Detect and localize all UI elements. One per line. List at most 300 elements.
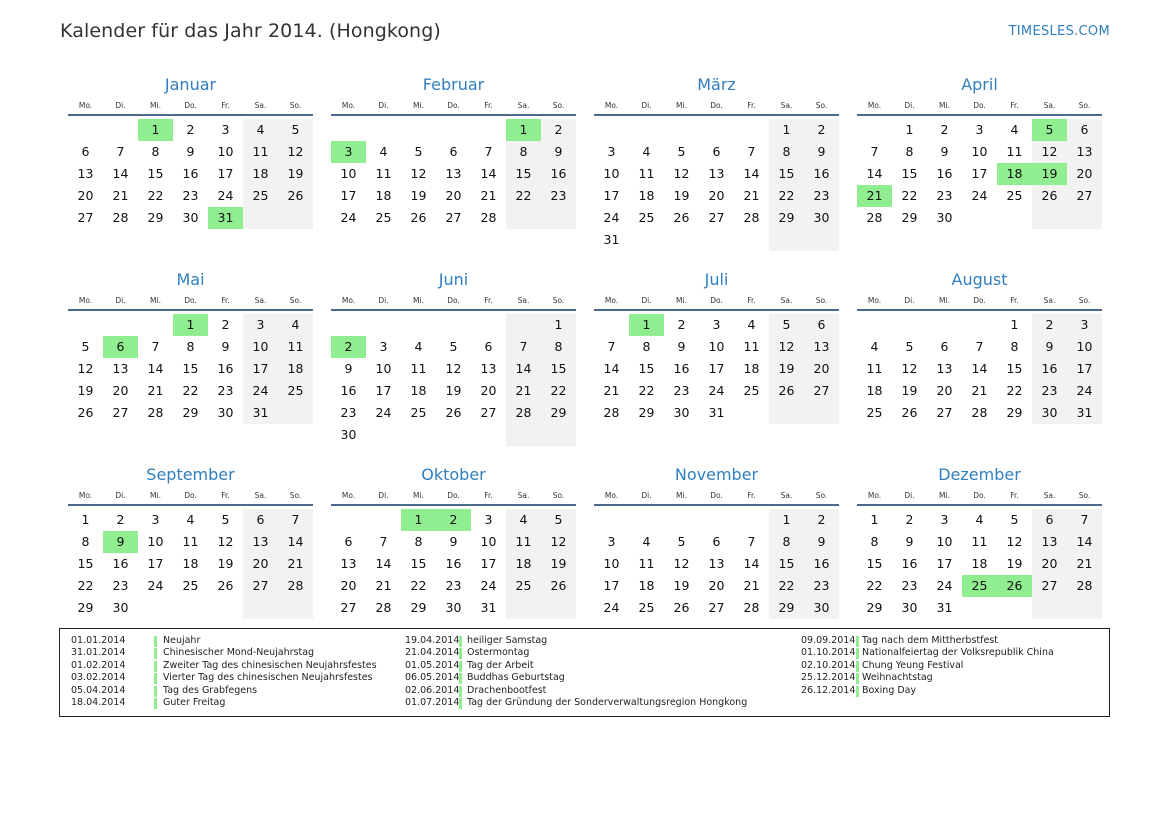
- holiday-day-cell[interactable]: 6: [103, 336, 138, 358]
- day-cell[interactable]: 13: [804, 336, 839, 358]
- day-cell[interactable]: 9: [186, 144, 195, 159]
- day-cell[interactable]: 20: [480, 383, 497, 398]
- day-cell[interactable]: 10: [603, 556, 620, 571]
- day-cell[interactable]: 16: [1032, 358, 1067, 380]
- day-cell[interactable]: 28: [603, 405, 620, 420]
- day-cell[interactable]: 28: [375, 600, 392, 615]
- day-cell[interactable]: 25: [743, 383, 760, 398]
- day-cell[interactable]: 16: [182, 166, 199, 181]
- day-cell[interactable]: 19: [278, 163, 313, 185]
- day-cell[interactable]: 8: [506, 141, 541, 163]
- day-cell[interactable]: 5: [221, 512, 230, 527]
- day-cell[interactable]: 18: [638, 578, 655, 593]
- day-cell[interactable]: 30: [804, 597, 839, 619]
- holiday-day-cell[interactable]: 1: [629, 314, 664, 336]
- day-cell[interactable]: 25: [866, 405, 883, 420]
- day-cell[interactable]: 11: [410, 361, 427, 376]
- day-cell[interactable]: 10: [375, 361, 392, 376]
- day-cell[interactable]: 25: [506, 575, 541, 597]
- day-cell[interactable]: 6: [243, 509, 278, 531]
- day-cell[interactable]: 23: [1032, 380, 1067, 402]
- day-cell[interactable]: 4: [278, 314, 313, 336]
- day-cell[interactable]: 20: [804, 358, 839, 380]
- day-cell[interactable]: 9: [677, 339, 686, 354]
- holiday-day-cell[interactable]: 31: [208, 207, 243, 229]
- day-cell[interactable]: 27: [708, 210, 725, 225]
- day-cell[interactable]: 28: [971, 405, 988, 420]
- day-cell[interactable]: 10: [603, 166, 620, 181]
- day-cell[interactable]: 9: [541, 141, 576, 163]
- day-cell[interactable]: 7: [1067, 509, 1102, 531]
- day-cell[interactable]: 2: [541, 119, 576, 141]
- day-cell[interactable]: 3: [484, 512, 493, 527]
- day-cell[interactable]: 12: [410, 166, 427, 181]
- day-cell[interactable]: 16: [541, 163, 576, 185]
- day-cell[interactable]: 26: [1032, 185, 1067, 207]
- holiday-day-cell[interactable]: 25: [962, 575, 997, 597]
- day-cell[interactable]: 10: [217, 144, 234, 159]
- day-cell[interactable]: 16: [804, 553, 839, 575]
- day-cell[interactable]: 19: [769, 358, 804, 380]
- day-cell[interactable]: 7: [506, 336, 541, 358]
- day-cell[interactable]: 24: [480, 578, 497, 593]
- day-cell[interactable]: 3: [975, 122, 984, 137]
- day-cell[interactable]: 6: [940, 339, 949, 354]
- day-cell[interactable]: 30: [445, 600, 462, 615]
- day-cell[interactable]: 23: [112, 578, 129, 593]
- day-cell[interactable]: 13: [708, 166, 725, 181]
- day-cell[interactable]: 19: [1006, 556, 1023, 571]
- day-cell[interactable]: 27: [445, 210, 462, 225]
- day-cell[interactable]: 30: [340, 427, 357, 442]
- day-cell[interactable]: 27: [112, 405, 129, 420]
- day-cell[interactable]: 5: [677, 534, 686, 549]
- day-cell[interactable]: 12: [278, 141, 313, 163]
- day-cell[interactable]: 23: [804, 185, 839, 207]
- day-cell[interactable]: 8: [769, 141, 804, 163]
- day-cell[interactable]: 2: [905, 512, 914, 527]
- day-cell[interactable]: 2: [1032, 314, 1067, 336]
- day-cell[interactable]: 16: [673, 361, 690, 376]
- day-cell[interactable]: 30: [182, 210, 199, 225]
- day-cell[interactable]: 20: [936, 383, 953, 398]
- day-cell[interactable]: 27: [77, 210, 94, 225]
- day-cell[interactable]: 25: [278, 380, 313, 402]
- day-cell[interactable]: 11: [971, 534, 988, 549]
- day-cell[interactable]: 25: [1006, 188, 1023, 203]
- day-cell[interactable]: 22: [147, 188, 164, 203]
- day-cell[interactable]: 1: [870, 512, 879, 527]
- day-cell[interactable]: 14: [375, 556, 392, 571]
- day-cell[interactable]: 7: [116, 144, 125, 159]
- holiday-day-cell[interactable]: 2: [436, 509, 471, 531]
- holiday-day-cell[interactable]: 1: [138, 119, 173, 141]
- day-cell[interactable]: 6: [449, 144, 458, 159]
- day-cell[interactable]: 27: [480, 405, 497, 420]
- day-cell[interactable]: 6: [712, 534, 721, 549]
- day-cell[interactable]: 22: [901, 188, 918, 203]
- day-cell[interactable]: 31: [480, 600, 497, 615]
- day-cell[interactable]: 23: [673, 383, 690, 398]
- day-cell[interactable]: 24: [971, 188, 988, 203]
- day-cell[interactable]: 2: [804, 509, 839, 531]
- day-cell[interactable]: 7: [747, 144, 756, 159]
- day-cell[interactable]: 20: [243, 553, 278, 575]
- day-cell[interactable]: 23: [340, 405, 357, 420]
- day-cell[interactable]: 3: [151, 512, 160, 527]
- day-cell[interactable]: 21: [603, 383, 620, 398]
- day-cell[interactable]: 18: [638, 188, 655, 203]
- day-cell[interactable]: 17: [147, 556, 164, 571]
- day-cell[interactable]: 4: [414, 339, 423, 354]
- day-cell[interactable]: 24: [340, 210, 357, 225]
- day-cell[interactable]: 17: [340, 188, 357, 203]
- day-cell[interactable]: 26: [901, 405, 918, 420]
- day-cell[interactable]: 17: [480, 556, 497, 571]
- day-cell[interactable]: 15: [866, 556, 883, 571]
- day-cell[interactable]: 12: [673, 556, 690, 571]
- day-cell[interactable]: 14: [971, 361, 988, 376]
- day-cell[interactable]: 12: [673, 166, 690, 181]
- day-cell[interactable]: 12: [445, 361, 462, 376]
- day-cell[interactable]: 26: [77, 405, 94, 420]
- day-cell[interactable]: 16: [112, 556, 129, 571]
- day-cell[interactable]: 7: [484, 144, 493, 159]
- day-cell[interactable]: 6: [344, 534, 353, 549]
- day-cell[interactable]: 17: [971, 166, 988, 181]
- day-cell[interactable]: 11: [182, 534, 199, 549]
- holiday-day-cell[interactable]: 5: [1032, 119, 1067, 141]
- day-cell[interactable]: 17: [1067, 358, 1102, 380]
- day-cell[interactable]: 8: [769, 531, 804, 553]
- day-cell[interactable]: 25: [410, 405, 427, 420]
- day-cell[interactable]: 10: [971, 144, 988, 159]
- day-cell[interactable]: 21: [278, 553, 313, 575]
- day-cell[interactable]: 9: [449, 534, 458, 549]
- day-cell[interactable]: 22: [410, 578, 427, 593]
- day-cell[interactable]: 27: [1067, 185, 1102, 207]
- day-cell[interactable]: 8: [541, 336, 576, 358]
- day-cell[interactable]: 28: [1067, 575, 1102, 597]
- day-cell[interactable]: 23: [541, 185, 576, 207]
- day-cell[interactable]: 4: [186, 512, 195, 527]
- day-cell[interactable]: 23: [936, 188, 953, 203]
- day-cell[interactable]: 4: [870, 339, 879, 354]
- day-cell[interactable]: 1: [769, 509, 804, 531]
- day-cell[interactable]: 13: [445, 166, 462, 181]
- day-cell[interactable]: 31: [708, 405, 725, 420]
- day-cell[interactable]: 3: [607, 534, 616, 549]
- day-cell[interactable]: 31: [603, 232, 620, 247]
- day-cell[interactable]: 27: [804, 380, 839, 402]
- day-cell[interactable]: 22: [1006, 383, 1023, 398]
- day-cell[interactable]: 30: [936, 210, 953, 225]
- day-cell[interactable]: 10: [340, 166, 357, 181]
- day-cell[interactable]: 22: [182, 383, 199, 398]
- day-cell[interactable]: 5: [677, 144, 686, 159]
- day-cell[interactable]: 18: [971, 556, 988, 571]
- day-cell[interactable]: 9: [940, 144, 949, 159]
- day-cell[interactable]: 27: [936, 405, 953, 420]
- day-cell[interactable]: 16: [901, 556, 918, 571]
- day-cell[interactable]: 24: [1067, 380, 1102, 402]
- day-cell[interactable]: 28: [278, 575, 313, 597]
- day-cell[interactable]: 2: [804, 119, 839, 141]
- day-cell[interactable]: 31: [243, 402, 278, 424]
- day-cell[interactable]: 16: [445, 556, 462, 571]
- day-cell[interactable]: 29: [410, 600, 427, 615]
- day-cell[interactable]: 2: [116, 512, 125, 527]
- day-cell[interactable]: 8: [642, 339, 651, 354]
- day-cell[interactable]: 9: [804, 531, 839, 553]
- day-cell[interactable]: 24: [603, 600, 620, 615]
- day-cell[interactable]: 3: [243, 314, 278, 336]
- day-cell[interactable]: 21: [743, 188, 760, 203]
- day-cell[interactable]: 14: [1067, 531, 1102, 553]
- day-cell[interactable]: 15: [147, 166, 164, 181]
- day-cell[interactable]: 2: [221, 317, 230, 332]
- day-cell[interactable]: 28: [743, 210, 760, 225]
- day-cell[interactable]: 18: [410, 383, 427, 398]
- day-cell[interactable]: 24: [243, 380, 278, 402]
- holiday-day-cell[interactable]: 2: [331, 336, 366, 358]
- day-cell[interactable]: 7: [278, 509, 313, 531]
- day-cell[interactable]: 15: [77, 556, 94, 571]
- day-cell[interactable]: 19: [410, 188, 427, 203]
- day-cell[interactable]: 30: [804, 207, 839, 229]
- day-cell[interactable]: 6: [1067, 119, 1102, 141]
- day-cell[interactable]: 8: [151, 144, 160, 159]
- day-cell[interactable]: 17: [603, 188, 620, 203]
- day-cell[interactable]: 19: [673, 188, 690, 203]
- day-cell[interactable]: 3: [607, 144, 616, 159]
- holiday-day-cell[interactable]: 18: [997, 163, 1032, 185]
- day-cell[interactable]: 29: [541, 402, 576, 424]
- day-cell[interactable]: 7: [975, 339, 984, 354]
- day-cell[interactable]: 14: [506, 358, 541, 380]
- day-cell[interactable]: 15: [410, 556, 427, 571]
- day-cell[interactable]: 13: [243, 531, 278, 553]
- day-cell[interactable]: 21: [743, 578, 760, 593]
- day-cell[interactable]: 11: [243, 141, 278, 163]
- day-cell[interactable]: 6: [712, 144, 721, 159]
- brand-link[interactable]: TIMESLES.COM: [1008, 24, 1110, 39]
- day-cell[interactable]: 13: [936, 361, 953, 376]
- day-cell[interactable]: 19: [673, 578, 690, 593]
- day-cell[interactable]: 6: [804, 314, 839, 336]
- day-cell[interactable]: 23: [182, 188, 199, 203]
- day-cell[interactable]: 11: [743, 339, 760, 354]
- day-cell[interactable]: 30: [673, 405, 690, 420]
- holiday-day-cell[interactable]: 19: [1032, 163, 1067, 185]
- day-cell[interactable]: 15: [769, 553, 804, 575]
- day-cell[interactable]: 14: [743, 556, 760, 571]
- day-cell[interactable]: 11: [506, 531, 541, 553]
- day-cell[interactable]: 29: [147, 210, 164, 225]
- day-cell[interactable]: 29: [1006, 405, 1023, 420]
- day-cell[interactable]: 26: [410, 210, 427, 225]
- day-cell[interactable]: 25: [638, 600, 655, 615]
- day-cell[interactable]: 28: [506, 402, 541, 424]
- day-cell[interactable]: 14: [147, 361, 164, 376]
- day-cell[interactable]: 12: [769, 336, 804, 358]
- day-cell[interactable]: 9: [221, 339, 230, 354]
- day-cell[interactable]: 15: [901, 166, 918, 181]
- day-cell[interactable]: 1: [81, 512, 90, 527]
- day-cell[interactable]: 5: [449, 339, 458, 354]
- day-cell[interactable]: 19: [217, 556, 234, 571]
- day-cell[interactable]: 7: [747, 534, 756, 549]
- day-cell[interactable]: 11: [866, 361, 883, 376]
- day-cell[interactable]: 3: [940, 512, 949, 527]
- day-cell[interactable]: 5: [769, 314, 804, 336]
- day-cell[interactable]: 15: [1006, 361, 1023, 376]
- day-cell[interactable]: 19: [445, 383, 462, 398]
- day-cell[interactable]: 30: [217, 405, 234, 420]
- day-cell[interactable]: 11: [1006, 144, 1023, 159]
- day-cell[interactable]: 24: [375, 405, 392, 420]
- day-cell[interactable]: 4: [642, 144, 651, 159]
- day-cell[interactable]: 31: [936, 600, 953, 615]
- day-cell[interactable]: 28: [480, 210, 497, 225]
- day-cell[interactable]: 2: [940, 122, 949, 137]
- day-cell[interactable]: 25: [638, 210, 655, 225]
- day-cell[interactable]: 14: [112, 166, 129, 181]
- day-cell[interactable]: 2: [186, 122, 195, 137]
- day-cell[interactable]: 29: [866, 600, 883, 615]
- day-cell[interactable]: 18: [506, 553, 541, 575]
- day-cell[interactable]: 13: [480, 361, 497, 376]
- day-cell[interactable]: 21: [480, 188, 497, 203]
- day-cell[interactable]: 27: [1032, 575, 1067, 597]
- day-cell[interactable]: 4: [1010, 122, 1019, 137]
- day-cell[interactable]: 12: [1032, 141, 1067, 163]
- day-cell[interactable]: 5: [541, 509, 576, 531]
- day-cell[interactable]: 20: [708, 188, 725, 203]
- day-cell[interactable]: 24: [936, 578, 953, 593]
- day-cell[interactable]: 1: [1010, 317, 1019, 332]
- day-cell[interactable]: 8: [905, 144, 914, 159]
- day-cell[interactable]: 16: [217, 361, 234, 376]
- day-cell[interactable]: 11: [278, 336, 313, 358]
- day-cell[interactable]: 15: [638, 361, 655, 376]
- day-cell[interactable]: 21: [147, 383, 164, 398]
- day-cell[interactable]: 14: [278, 531, 313, 553]
- day-cell[interactable]: 20: [708, 578, 725, 593]
- day-cell[interactable]: 28: [866, 210, 883, 225]
- day-cell[interactable]: 4: [975, 512, 984, 527]
- day-cell[interactable]: 20: [1067, 163, 1102, 185]
- day-cell[interactable]: 6: [484, 339, 493, 354]
- day-cell[interactable]: 20: [445, 188, 462, 203]
- day-cell[interactable]: 16: [804, 163, 839, 185]
- day-cell[interactable]: 29: [769, 597, 804, 619]
- day-cell[interactable]: 27: [340, 600, 357, 615]
- day-cell[interactable]: 20: [112, 383, 129, 398]
- day-cell[interactable]: 22: [769, 575, 804, 597]
- day-cell[interactable]: 11: [638, 556, 655, 571]
- day-cell[interactable]: 3: [379, 339, 388, 354]
- day-cell[interactable]: 8: [870, 534, 879, 549]
- day-cell[interactable]: 26: [541, 575, 576, 597]
- day-cell[interactable]: 7: [607, 339, 616, 354]
- day-cell[interactable]: 4: [506, 509, 541, 531]
- day-cell[interactable]: 14: [743, 166, 760, 181]
- day-cell[interactable]: 5: [81, 339, 90, 354]
- day-cell[interactable]: 22: [866, 578, 883, 593]
- holiday-day-cell[interactable]: 9: [103, 531, 138, 553]
- day-cell[interactable]: 21: [375, 578, 392, 593]
- holiday-day-cell[interactable]: 3: [331, 141, 366, 163]
- day-cell[interactable]: 8: [81, 534, 90, 549]
- day-cell[interactable]: 14: [480, 166, 497, 181]
- day-cell[interactable]: 3: [712, 317, 721, 332]
- day-cell[interactable]: 5: [278, 119, 313, 141]
- day-cell[interactable]: 4: [642, 534, 651, 549]
- day-cell[interactable]: 13: [340, 556, 357, 571]
- day-cell[interactable]: 22: [77, 578, 94, 593]
- day-cell[interactable]: 1: [905, 122, 914, 137]
- day-cell[interactable]: 14: [603, 361, 620, 376]
- day-cell[interactable]: 23: [901, 578, 918, 593]
- day-cell[interactable]: 9: [804, 141, 839, 163]
- day-cell[interactable]: 15: [506, 163, 541, 185]
- day-cell[interactable]: 30: [1032, 402, 1067, 424]
- day-cell[interactable]: 7: [379, 534, 388, 549]
- day-cell[interactable]: 17: [217, 166, 234, 181]
- day-cell[interactable]: 22: [638, 383, 655, 398]
- day-cell[interactable]: 13: [1032, 531, 1067, 553]
- day-cell[interactable]: 18: [182, 556, 199, 571]
- day-cell[interactable]: 12: [901, 361, 918, 376]
- day-cell[interactable]: 5: [1010, 512, 1019, 527]
- day-cell[interactable]: 3: [1067, 314, 1102, 336]
- day-cell[interactable]: 7: [870, 144, 879, 159]
- day-cell[interactable]: 19: [901, 383, 918, 398]
- day-cell[interactable]: 1: [769, 119, 804, 141]
- day-cell[interactable]: 26: [769, 380, 804, 402]
- day-cell[interactable]: 9: [344, 361, 353, 376]
- day-cell[interactable]: 29: [901, 210, 918, 225]
- day-cell[interactable]: 15: [541, 358, 576, 380]
- day-cell[interactable]: 28: [743, 600, 760, 615]
- day-cell[interactable]: 4: [379, 144, 388, 159]
- day-cell[interactable]: 8: [1010, 339, 1019, 354]
- holiday-day-cell[interactable]: 1: [173, 314, 208, 336]
- day-cell[interactable]: 13: [1067, 141, 1102, 163]
- day-cell[interactable]: 23: [804, 575, 839, 597]
- day-cell[interactable]: 28: [147, 405, 164, 420]
- day-cell[interactable]: 6: [81, 144, 90, 159]
- day-cell[interactable]: 2: [677, 317, 686, 332]
- day-cell[interactable]: 30: [112, 600, 129, 615]
- day-cell[interactable]: 13: [112, 361, 129, 376]
- day-cell[interactable]: 24: [603, 210, 620, 225]
- day-cell[interactable]: 31: [1067, 402, 1102, 424]
- day-cell[interactable]: 7: [151, 339, 160, 354]
- day-cell[interactable]: 20: [77, 188, 94, 203]
- day-cell[interactable]: 16: [936, 166, 953, 181]
- day-cell[interactable]: 26: [673, 210, 690, 225]
- day-cell[interactable]: 1: [541, 314, 576, 336]
- day-cell[interactable]: 29: [769, 207, 804, 229]
- day-cell[interactable]: 18: [743, 361, 760, 376]
- day-cell[interactable]: 29: [638, 405, 655, 420]
- day-cell[interactable]: 8: [186, 339, 195, 354]
- day-cell[interactable]: 10: [708, 339, 725, 354]
- day-cell[interactable]: 13: [708, 556, 725, 571]
- holiday-day-cell[interactable]: 1: [506, 119, 541, 141]
